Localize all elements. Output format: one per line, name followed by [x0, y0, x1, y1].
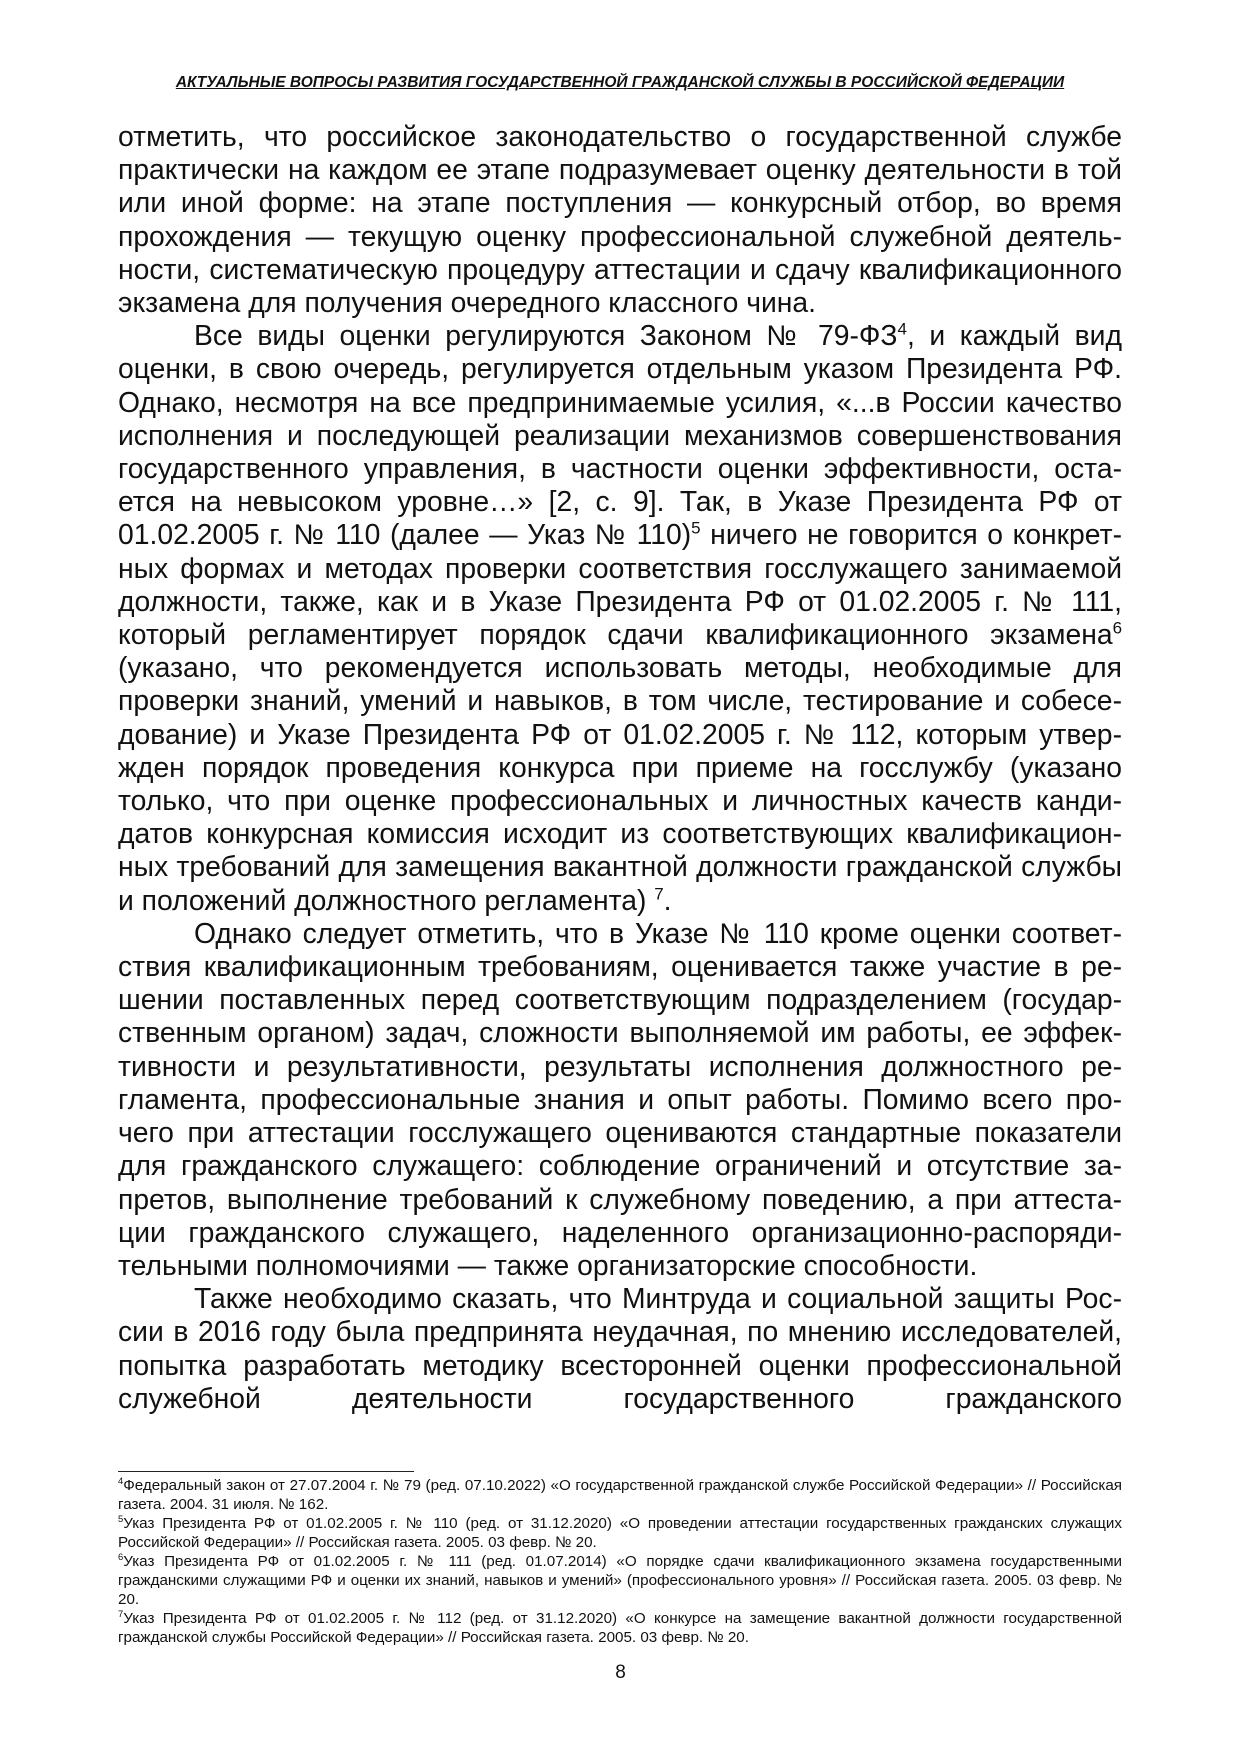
paragraph-2-part-1: Все виды оценки регулируются Законом № 79-ФЗ: [194, 319, 898, 352]
footnote-ref-6[interactable]: 6: [1112, 618, 1122, 638]
footnote-6: [118, 1552, 1122, 1609]
footnote-ref-4[interactable]: 4: [897, 319, 907, 339]
paragraph-2-part-4: (указано, что рекомендуется использовать методы, необходимые для проверки знаний, умений и навыков, в том числе, тестирование и собеседование) и Указе Президента РФ от 01.02.2005 г. № 112, которым утвержден порядок проведения конкурса при приеме на госслужбу (указано только, что при оценке профессиональных и личностных качеств кандидатов конкурсная комиссия исходит из соответствующих квалификационных требований для замещения вакантной должности гражданской службы и положений должностного регламента): [118, 651, 1122, 916]
footnote-separator: [118, 1471, 414, 1472]
paragraph-4: Также необходимо сказать, что Минтруда и социальной защиты России в 2016 году была предпринята неудачная, по мнению исследователей, попытка разработать методику всесторонней оценки профессиональной служебной деятельности государственного гражданского: [118, 1282, 1122, 1414]
paragraph-1: отметить, что российское законодательство о государственной службе практически на каждом ее этапе подразумевает оценку деятельности в той или иной форме: на этапе поступления — конкурсный отбор, во время прохождения — текущую оценку профессиональной служебной деятельности, систематическую процедуру аттестации и сдачу квалификационного экзамена для получения очередного классного чина.: [118, 120, 1122, 319]
running-header: АКТУАЛЬНЫЕ ВОПРОСЫ РАЗВИТИЯ ГОСУДАРСТВЕННОЙ ГРАЖДАНСКОЙ СЛУЖБЫ В РОССИЙСКОЙ ФЕДЕРАЦИИ: [175, 74, 1065, 91]
page-number: 8: [615, 1662, 626, 1683]
footnote-5: [118, 1514, 1122, 1552]
footnote-ref-7[interactable]: 7: [654, 884, 664, 904]
footnote-text: Указ Президента РФ от 01.02.2005 г. № 112 (ред. от 31.12.2020) «О конкурсе на замещение вакантной должности государственной гражданской службы Российской Федерации» // Российская газета. 2005. 03 февр. № 20.: [118, 1610, 1122, 1646]
footnote-number: 5: [118, 1512, 124, 1524]
footnote-text: Федеральный закон от 27.07.2004 г. № 79 (ред. 07.10.2022) «О государственной гражданской службе Российской Федерации» // Российская газета. 2004. 31 июля. № 162.: [118, 1477, 1122, 1513]
paragraph-2-part-2: , и каждый вид оценки, в свою очередь, регулируется отдельным указом Президента РФ. Однако, несмотря на все предпринимаемые усилия, «...в России качество исполнения и последующей реализации механизмов совершенствования государственного управления, в частности оценки эффективности, остается на невысоком уровне…» [2, с. 9]. Так, в Указе Президента РФ от 01.02.2005 г. № 110 (далее — Указ № 110): [118, 319, 1122, 551]
body-text: [118, 120, 1122, 1415]
footnote-7: [118, 1609, 1122, 1647]
footnotes: [118, 1476, 1122, 1647]
paragraph-2-part-5: .: [663, 883, 672, 916]
footnote-number: 4: [118, 1474, 124, 1486]
footnote-text: Указ Президента РФ от 01.02.2005 г. № 111 (ред. 01.07.2014) «О порядке сдачи квалификационного экзамена государственными гражданскими служащими РФ и оценки их знаний, навыков и умений» (профессионального уровня» // Российская газета. 2005. 03 февр. № 20.: [118, 1553, 1122, 1608]
paragraph-2: [118, 319, 1122, 917]
paragraph-2-part-3: ничего не говорится о конкретных формах и методах проверки соответствия госслужащего занимаемой должности, также, как и в Указе Президента РФ от 01.02.2005 г. № 111, который регламентирует порядок сдачи квалификационного экзамена: [118, 518, 1122, 651]
paragraph-3: Однако следует отметить, что в Указе № 110 кроме оценки соответствия квалификационным требованиям, оценивается также участие в решении поставленных перед соответствующим подразделением (государственным органом) задач, сложности выполняемой им работы, ее эффективности и результативности, результаты исполнения должностного регламента, профессиональные знания и опыт работы. Помимо всего прочего при аттестации госслужащего оцениваются стандартные показатели для гражданского служащего: соблюдение ограничений и отсутствие запретов, выполнение требований к служебному поведению, а при аттестации гражданского служащего, наделенного организационно-распорядительными полномочиями — также организаторские способности.: [118, 916, 1122, 1281]
footnote-ref-5[interactable]: 5: [691, 519, 701, 539]
footnote-number: 7: [118, 1607, 124, 1619]
footnote-text: Указ Президента РФ от 01.02.2005 г. № 110 (ред. от 31.12.2020) «О проведении аттестации государственных гражданских служащих Российской Федерации» // Российская газета. 2005. 03 февр. № 20.: [118, 1515, 1122, 1551]
footnote-4: [118, 1476, 1122, 1514]
footnote-number: 6: [118, 1550, 124, 1562]
